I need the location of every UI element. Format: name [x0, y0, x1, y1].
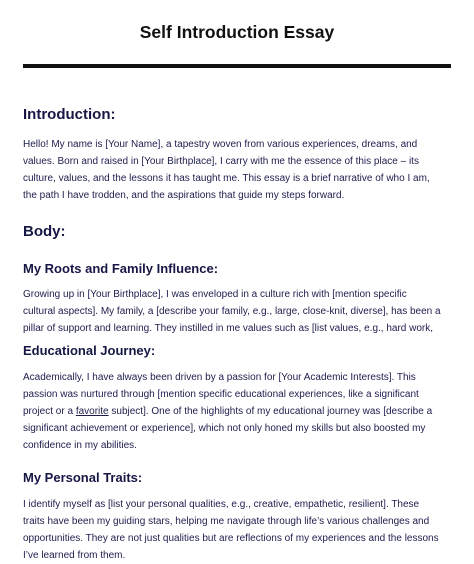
- roots-paragraph: [23, 286, 451, 337]
- paragraph-line: confidence in my abilities.: [23, 440, 137, 451]
- paragraph-line: [23, 403, 451, 420]
- essay-content: [23, 104, 451, 564]
- paragraph-line: I’ve learned from them.: [23, 550, 126, 561]
- traits-paragraph: [23, 496, 451, 564]
- paragraph-line: Academically, I have always been driven by a passion for [Your Academic Interests]. This: [23, 372, 416, 383]
- paragraph-line: traits have been my guiding stars, helping me navigate through life’s various challenges and: [23, 516, 430, 527]
- introduction-paragraph: [23, 136, 451, 204]
- paragraph-line: passion was nurtured through [mention specific educational experiences, like a significant: [23, 389, 419, 400]
- paragraph-line: cultural aspects]. My family, a [describe your family, e.g., large, close-knit, diverse], has been a: [23, 306, 441, 317]
- body-heading: Body:: [23, 223, 66, 240]
- educational-heading: Educational Journey:: [23, 343, 156, 358]
- paragraph-line: the path I have trodden, and the aspirations that guide my steps forward.: [23, 190, 345, 201]
- underlined-word: favorite: [75, 406, 109, 417]
- paragraph-line: Growing up in [Your Birthplace], I was enveloped in a culture rich with [mention specific: [23, 289, 407, 300]
- traits-heading: My Personal Traits:: [23, 470, 143, 485]
- introduction-heading: Introduction:: [23, 106, 116, 123]
- document-title: Self Introduction Essay: [139, 22, 335, 42]
- title-divider: [23, 64, 451, 68]
- paragraph-line: values. Born and raised in [Your Birthplace], I carry with me the essence of this place – its: [23, 156, 419, 167]
- paragraph-line: I identify myself as [list your personal qualities, e.g., creative, empathetic, resilient]. These: [23, 499, 420, 510]
- educational-paragraph: [23, 369, 451, 454]
- paragraph-line: significant achievement or experience], which not only honed my skills but also boosted my: [23, 423, 426, 434]
- line-segment: subject]. One of the highlights of my educational journey was [describe a: [108, 406, 433, 417]
- paragraph-line: culture, values, and the lessons it has taught me. This essay is a brief narrative of who I am,: [23, 173, 430, 184]
- paragraph-line: pillar of support and learning. They instilled in me values such as [list values, e.g., hard work,: [23, 323, 434, 334]
- roots-heading: My Roots and Family Influence:: [23, 261, 219, 276]
- line-segment: project or a: [23, 406, 76, 417]
- paragraph-line: Hello! My name is [Your Name], a tapestry woven from various experiences, dreams, and: [23, 139, 418, 150]
- paragraph-line: opportunities. They are not just qualities but are reflections of my experiences and the lessons: [23, 533, 439, 544]
